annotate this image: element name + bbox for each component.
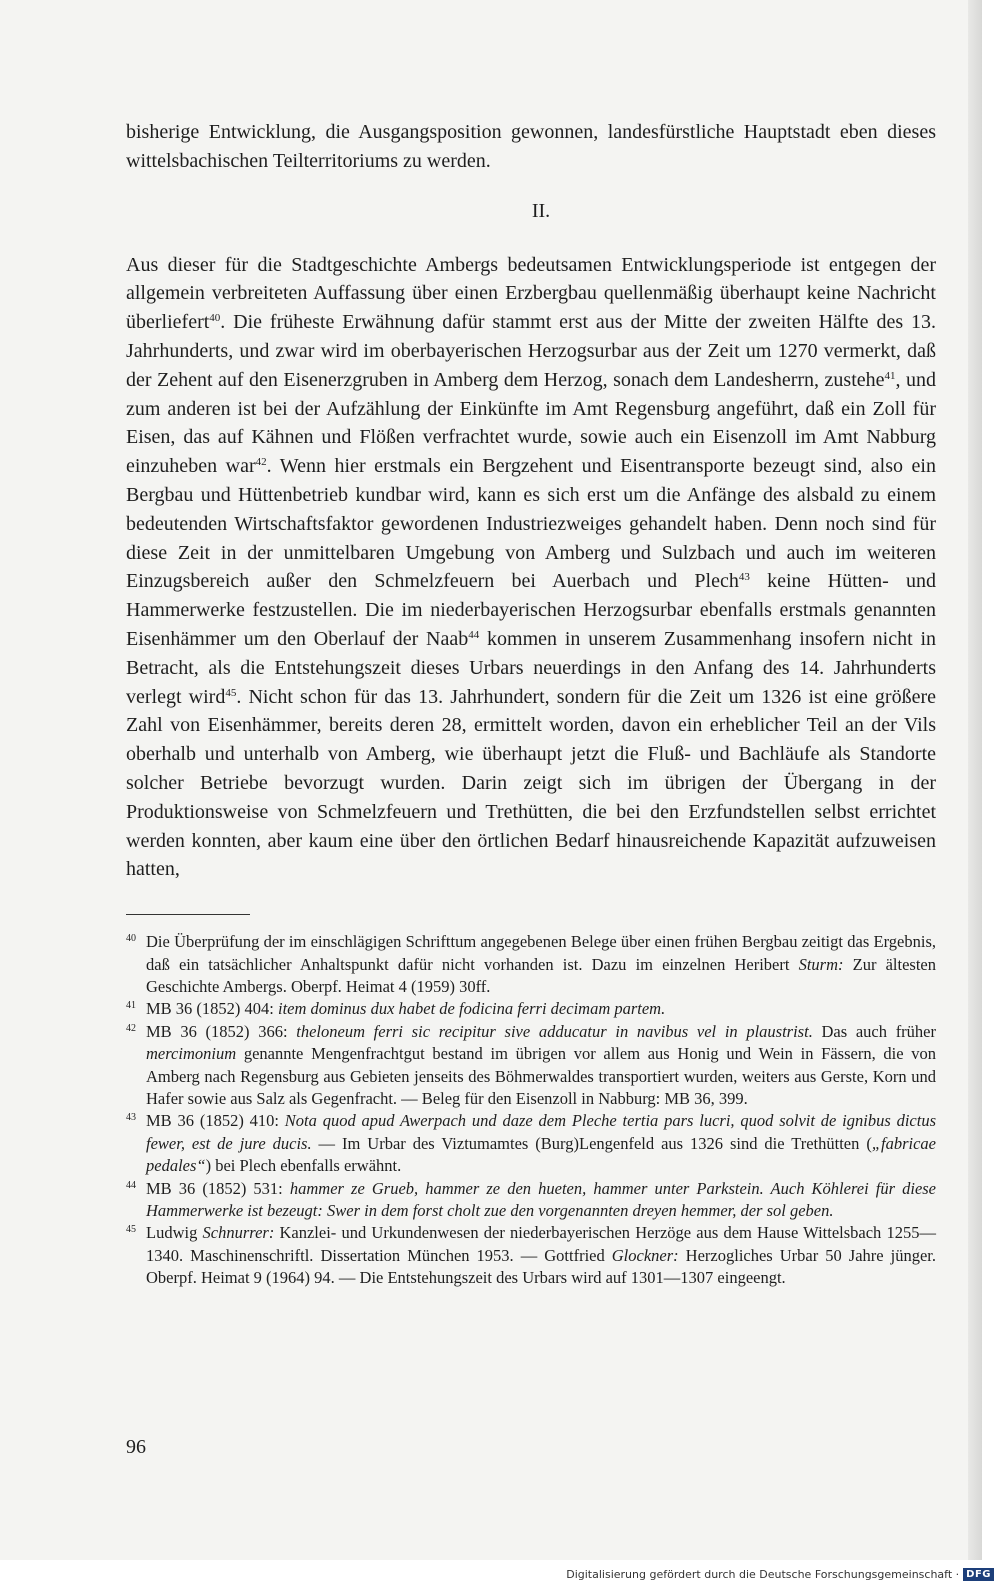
- paragraph-main: Aus dieser für die Stadtgeschichte Ambergs bedeutsamen Entwicklungsperiode ist entgegen der allgemein verbreiteten Auffassung über einen Erzbergbau quellenmäßig überhaupt keine Nachricht überliefert$^{40}$. Die früheste Erwähnung dafür stammt erst aus der Mitte der zweiten Hälfte des 13. Jahrhunderts, und zwar wird im oberbayerischen Herzogsurbar aus der Zeit um 1270 vermerkt, daß der Zehent auf den Eisenerzgruben in Amberg dem Herzog, sonach dem Landesherrn, zustehe$^{41}$, und zum anderen ist bei der Aufzählung der Einkünfte im Amt Regensburg angeführt, daß ein Zoll für Eisen, das auf Kähnen und Flößen verfrachtet wurde, sowie auch ein Eisenzoll im Amt Nabburg einzuheben war$^{42}$. Wenn hier erstmals ein Bergzehent und Eisentransporte bezeugt sind, also ein Bergbau und Hüttenbetrieb kundbar wird, kann es sich erst um die Anfänge des alsbald zu einem bedeutenden Wirtschaftsfaktor gewordenen Industriezweiges gehandelt haben. Denn noch sind für diese Zeit in der unmittelbaren Umgebung von Amberg und Sulzbach und auch im weiteren Einzugsbereich außer den Schmelzfeuern bei Auerbach und Plech$^{43}$ keine Hütten- und Hammerwerke festzustellen. Die im niederbayerischen Herzogsurbar ebenfalls erstmals genannten Eisenhämmer um den Oberlauf der Naab$^{44}$ kommen in unserem Zusammenhang insofern nicht in Betracht, als die Entstehungszeit dieses Urbars neuerdings in den Anfang des 14. Jahrhunderts verlegt wird$^{45}$. Nicht schon für das 13. Jahrhundert, sondern für die Zeit um 1326 ist eine größere Zahl von Eisenhämmer, bereits deren 28, ermittelt worden, davon ein erheblicher Teil an der Vils oberhalb und unterhalb von Amberg, wie überhaupt jetzt die Fluß- und Bachläufe als Standorte solcher Betriebe bevorzugt wurden. Darin zeigt sich im übrigen der Übergang in der Produktionsweise von Schmelzfeuern und Trethütten, die bei den Erzfundstellen selbst errichtet werden konnten, aber kaum eine über den örtlichen Bedarf hinausreichende Kapazität aufzuweisen hatten,: [126, 253, 937, 881]
- footnote-ref-45[interactable]: 45: [225, 686, 237, 699]
- digitization-credit: Digitalisierung gefördert durch die Deutsche Forschungsgemeinschaft ·: [566, 1567, 960, 1581]
- digitization-banner: [566, 1565, 994, 1583]
- footnote-42: 42 MB 36 (1852) 366: theloneum ferri sic recipitur sive adducatur in navibus vel in plaustrist. Das auch früher mercimonium genannte Mengenfrachtgut bestand im übrigen vor allem aus Honig und Wein in Fässern, die von Amberg nach Regensburg aus Gebieten jenseits des Böhmerwaldes transportiert wurden, weiters aus Gerste, Korn und Hafer sowie aus Salz als Gegenfracht. — Beleg für den Eisenzoll in Nabburg: MB 36, 399.: [126, 1021, 936, 1108]
- section-heading: II.: [531, 199, 551, 222]
- footnote-41: 41 MB 36 (1852) 404: item dominus dux habet de fodicina ferri decimam partem.: [126, 999, 666, 1019]
- footnote-45: 45 Ludwig Schnurrer: Kanzlei- und Urkundenwesen der niederbayerischen Herzöge aus dem Hause Wittelsbach 1255—1340. Maschinenschriftl. Dissertation München 1953. — Gottfried Glockner: Herzogliches Urbar 50 Jahre jünger. Oberpf. Heimat 9 (1964) 94. — Die Entstehungszeit des Urbars wird auf 1301—1307 eingeengt.: [126, 1223, 937, 1288]
- footnote-number: 44: [126, 1179, 136, 1191]
- footnote-ref-44[interactable]: 44: [468, 628, 480, 641]
- footnote-number: 41: [126, 1000, 136, 1012]
- footnote-ref-43[interactable]: 43: [738, 571, 750, 584]
- footnote-44: 44 MB 36 (1852) 531: hammer ze Grueb, hammer ze den hueten, hammer unter Parkstein. Auch Köhlerei für diese Hammerwerke ist bezeugt: Swer in dem forst cholt zue den vorgenannten dreyen hemmer, der sol geben.: [126, 1178, 937, 1220]
- footnote-40: 40 Die Überprüfung der im einschlägigen Schrifttum angegebenen Belege über einen frühen Bergbau zeitigt das Ergebnis, daß ein tatsächlicher Anhaltspunkt dafür nicht vorhanden ist. Dazu im einzelnen Heribert Sturm: Zur ältesten Geschichte Ambergs. Oberpf. Heimat 4 (1959) 30ff.: [126, 932, 936, 996]
- footnote-ref-41[interactable]: 41: [884, 369, 896, 382]
- footnote-ref-42[interactable]: 42: [255, 456, 267, 469]
- page-number: 96: [126, 1436, 146, 1458]
- dfg-logo-icon: DFG: [963, 1568, 994, 1581]
- page-edge-shadow: [968, 0, 982, 1560]
- footnotes: [126, 931, 936, 1290]
- footnote-43: 43 MB 36 (1852) 410: Nota quod apud Awerpach und daze dem Pleche tertia pars lucri, quod solvit de ignibus dictus fewer, est de jure ducis. — Im Urbar des Viztumamtes (Burg)Lengenfeld aus 1326 sind die Trethütten („fabricae pedales“) bei Plech ebenfalls erwähnt.: [126, 1111, 936, 1176]
- footnote-number: 45: [126, 1224, 136, 1236]
- footnote-number: 42: [126, 1022, 136, 1034]
- paragraph-intro: bisherige Entwicklung, die Ausgangsposition gewonnen, landesfürstliche Hauptstadt eben dieses wittelsbachischen Teilterritoriums zu werden.: [126, 121, 936, 172]
- footnote-number: 43: [126, 1112, 136, 1124]
- footnote-ref-40[interactable]: 40: [209, 312, 221, 325]
- page-content: [126, 118, 936, 1290]
- footnote-number: 40: [126, 933, 136, 945]
- footnote-divider: [126, 914, 250, 915]
